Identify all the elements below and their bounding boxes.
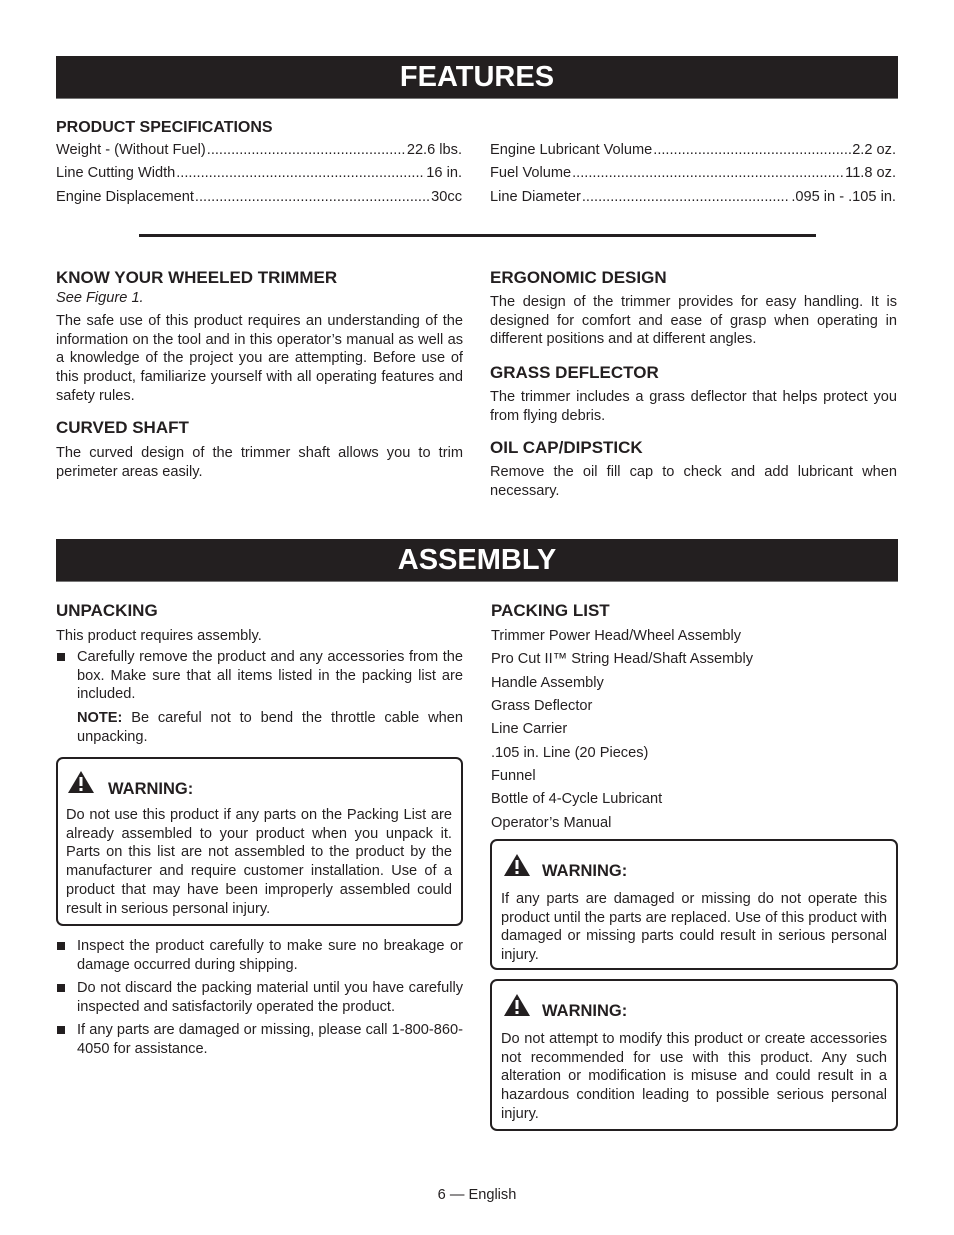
oil-cap-body: Remove the oil fill cap to check and add lubricant when necessary. [490,464,897,499]
packing-list-item: Line Carrier [491,721,568,737]
features-banner: FEATURES [56,56,898,99]
know-body: The safe use of this product requires an understanding of the information on the tool and in this operator’s manual as well as a knowledge of the project you are attempting. Before use of this product, familiarize yourself with all operating features and safety rules. [56,313,463,404]
note-text: Be careful not to bend the throttle cable when unpacking. [77,710,463,745]
packing-list-item: Pro Cut II™ String Head/Shaft Assembly [491,651,753,667]
packing-list-item: Grass Deflector [491,698,593,714]
spec-label: Fuel Volume [490,165,572,181]
bullet-marker [57,653,65,661]
warning-label: WARNING: [108,780,194,798]
section-divider [139,234,816,237]
warning-text: If any parts are damaged or missing do not operate this product until the parts are replaced. Use of this product with damaged or missing parts could result in serious personal injury. [501,891,887,964]
spec-value: 11.8 oz. [845,165,896,181]
note-label: NOTE: [77,710,123,726]
packing-list-item: Operator’s Manual [491,815,612,831]
unpacking-bullet-2: Inspect the product carefully to make sure no breakage or damage occurred during shipping. [77,938,463,973]
warning-box-preassembled [56,757,463,926]
spec-label: Line Cutting Width [56,165,176,181]
spec-value: 22.6 lbs. [406,142,462,158]
page-footer: 6 — English [437,1187,517,1203]
spec-value: 16 in. [426,165,462,181]
packing-list-item: Funnel [491,768,536,784]
grass-deflector-heading: GRASS DEFLECTOR [490,363,659,382]
spec-row-line-cutting-width [56,163,462,183]
warning-label: WARNING: [542,862,628,880]
curved-shaft-body: The curved design of the trimmer shaft allows you to trim perimeter areas easily. [56,445,463,480]
warning-triangle-icon [503,993,531,1017]
ergonomic-body: The design of the trimmer provides for easy handling. It is designed for comfort and ease of grasp when operating in different positions and at different angles. [490,294,897,348]
warning-text: Do not use this product if any parts on the Packing List are already assembled to your product when you unpack it. Parts on this list are not assembled to the product by the manufacturer and require customer installation. Use of a product that may have been improperly assembled could result in serious personal injury. [66,807,452,917]
bullet-marker [57,984,65,992]
unpacking-note [77,709,463,746]
warning-triangle-icon [503,853,531,877]
packing-list-item: Bottle of 4-Cycle Lubricant [491,791,663,807]
spec-value: 2.2 oz. [852,142,896,158]
spec-row-lubricant-volume [490,140,896,160]
spec-label: Engine Lubricant Volume [490,142,653,158]
spec-row-fuel-volume [490,163,896,183]
spec-label: Line Diameter [490,189,581,205]
warning-triangle-icon [67,770,95,794]
spec-label: Weight - (Without Fuel) [56,142,206,158]
packing-list-heading: PACKING LIST [491,601,610,620]
bullet-marker [57,1026,65,1034]
unpacking-intro: This product requires assembly. [56,628,262,644]
unpacking-bullet-4: If any parts are damaged or missing, please call 1-800-860-4050 for assistance. [77,1022,463,1057]
unpacking-heading: UNPACKING [56,601,158,620]
unpacking-bullet-1: Carefully remove the product and any accessories from the box. Make sure that all items listed in the packing list are included. [77,649,463,703]
warning-label: WARNING: [542,1002,628,1020]
grass-deflector-body: The trimmer includes a grass deflector that helps protect you from flying debris. [490,389,897,424]
spec-row-weight [56,140,462,160]
assembly-banner: ASSEMBLY [56,539,898,582]
packing-list-item: Trimmer Power Head/Wheel Assembly [491,628,742,644]
warning-box-damaged-parts [490,839,898,970]
spec-value: .095 in - .105 in. [791,189,896,205]
unpacking-bullet-3: Do not discard the packing material until you have carefully inspected and satisfactorily operated the product. [77,980,463,1015]
oil-cap-heading: OIL CAP/DIPSTICK [490,438,643,457]
packing-list-item: .105 in. Line (20 Pieces) [491,745,649,761]
product-specs-heading: PRODUCT SPECIFICATIONS [56,119,273,136]
spec-label: Engine Displacement [56,189,194,205]
spec-row-engine-displacement [56,187,462,207]
warning-text: Do not attempt to modify this product or create accessories not recommended for use with this product. Any such alteration or modification is misuse and could result in a hazardous condition leading to possible serious personal injury. [501,1031,887,1122]
ergonomic-heading: ERGONOMIC DESIGN [490,268,667,287]
spec-value: 30cc [431,189,462,205]
bullet-marker [57,942,65,950]
packing-list-item: Handle Assembly [491,675,604,691]
know-heading: KNOW YOUR WHEELED TRIMMER [56,268,338,287]
figure-reference: See Figure 1. [56,290,144,306]
spec-row-line-diameter [490,187,896,207]
warning-box-modification [490,979,898,1131]
curved-shaft-heading: CURVED SHAFT [56,418,189,437]
